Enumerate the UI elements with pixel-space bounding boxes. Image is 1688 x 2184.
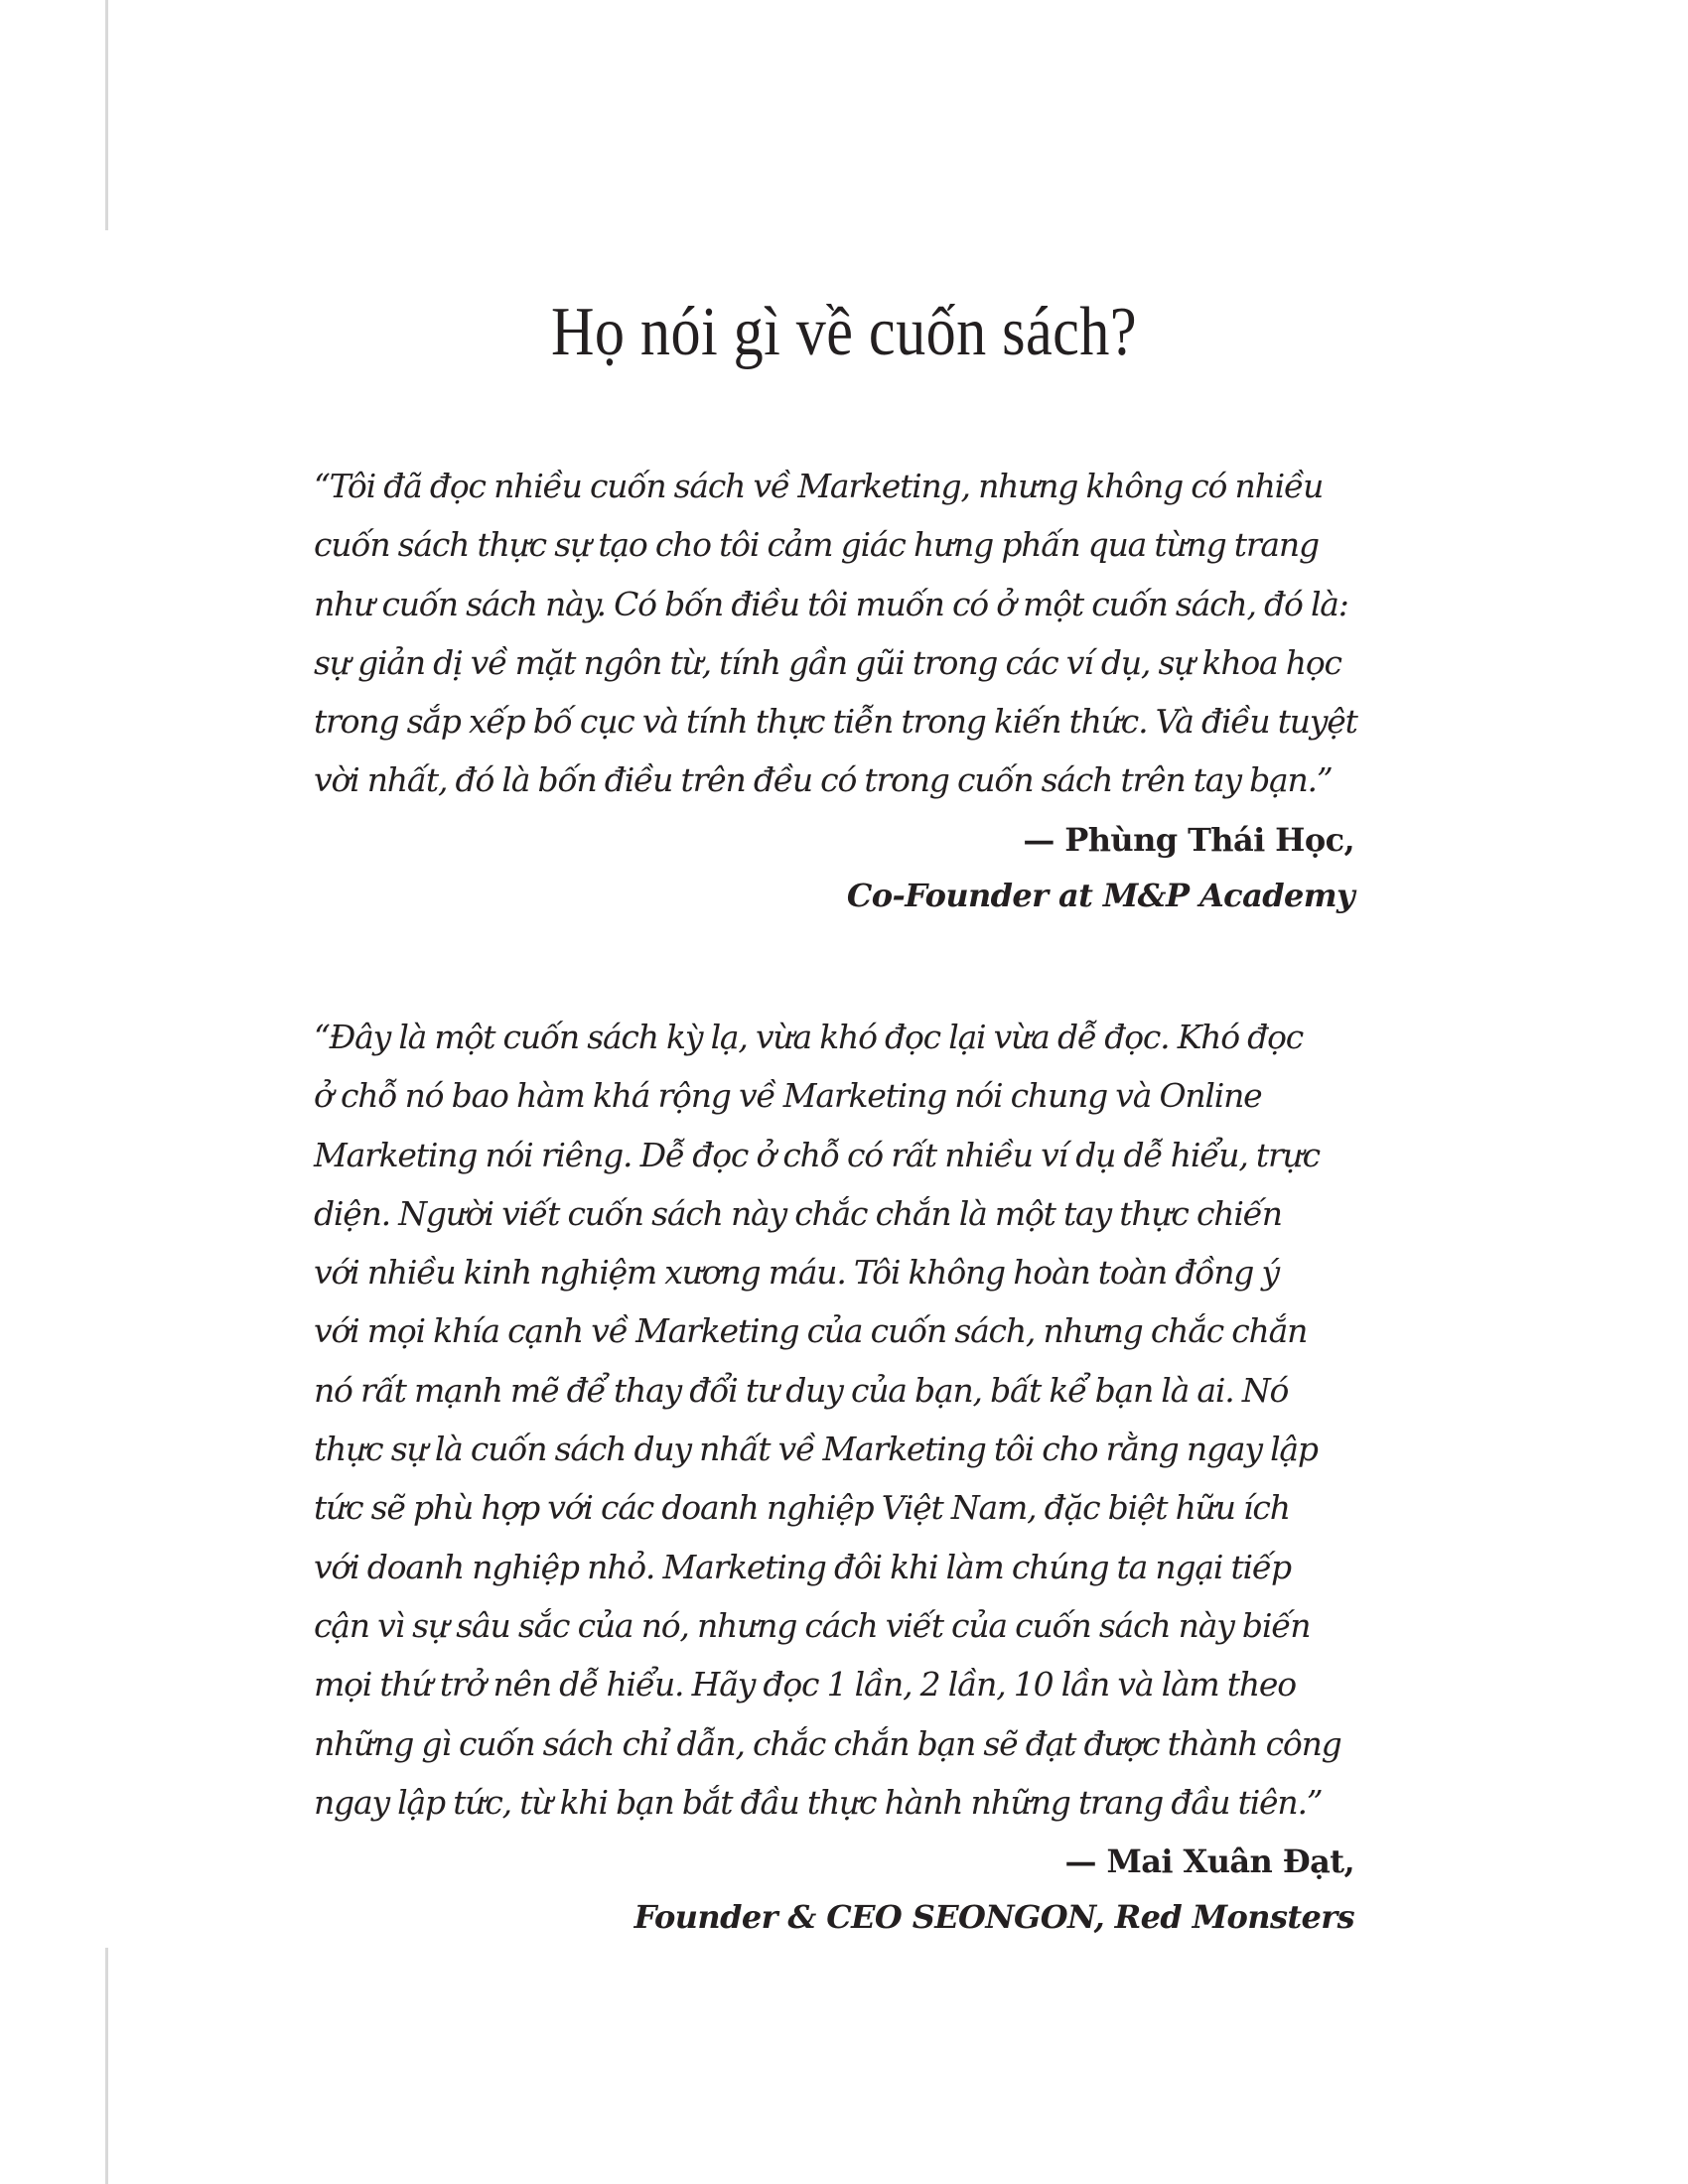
- quote-line: với nhiều kinh nghiệm xương máu. Tôi không hoàn toàn đồng ý: [314, 1253, 1279, 1293]
- quote-line: ở chỗ nó bao hàm khá rộng về Marketing nói chung và Online: [314, 1076, 1262, 1116]
- quote-line: nó rất mạnh mẽ để thay đổi tư duy của bạn, bất kể bạn là ai. Nó: [314, 1370, 1289, 1410]
- testimonial-2-role: Founder & CEO SEONGON, Red Monsters: [633, 1898, 1354, 1937]
- testimonial-2-author: — Mai Xuân Đạt,: [1064, 1843, 1354, 1881]
- testimonial-1-author: — Phùng Thái Học,: [1023, 820, 1354, 859]
- testimonial-2: [314, 1008, 1354, 1945]
- testimonial-2-attribution: [314, 1834, 1354, 1945]
- quote-line: thực sự là cuốn sách duy nhất về Marketing tôi cho rằng ngay lập: [314, 1430, 1318, 1469]
- quote-line: trong sắp xếp bố cục và tính thực tiễn trong kiến thức. Và điều tuyệt: [314, 702, 1357, 742]
- quote-line: vời nhất, đó là bốn điều trên đều có trong cuốn sách trên tay bạn.”: [314, 760, 1333, 800]
- crop-mark-top: [105, 0, 108, 230]
- testimonial-2-text: [314, 1008, 1354, 1832]
- testimonial-1: [314, 457, 1357, 923]
- quote-line: với doanh nghiệp nhỏ. Marketing đôi khi làm chúng ta ngại tiếp: [314, 1547, 1291, 1586]
- crop-mark-bottom: [105, 1948, 108, 2184]
- quote-line: sự giản dị về mặt ngôn từ, tính gần gũi trong các ví dụ, sự khoa học: [314, 642, 1341, 682]
- quote-line: cận vì sự sâu sắc của nó, nhưng cách viết của cuốn sách này biến: [314, 1605, 1311, 1645]
- quote-line: tức sẽ phù hợp với các doanh nghiệp Việt Nam, đặc biệt hữu ích: [314, 1488, 1290, 1528]
- testimonial-1-role: Co-Founder at M&P Academy: [846, 876, 1354, 914]
- page-title: Họ nói gì về cuốn sách?: [550, 294, 1137, 370]
- quote-line: mọi thứ trở nên dễ hiểu. Hãy đọc 1 lần, 2 lần, 10 lần và làm theo: [314, 1665, 1296, 1705]
- testimonial-1-attribution: [314, 812, 1354, 923]
- testimonial-1-text: [314, 457, 1357, 810]
- quote-line: “Đây là một cuốn sách kỳ lạ, vừa khó đọc lại vừa dễ đọc. Khó đọc: [314, 1018, 1304, 1056]
- quote-line: với mọi khía cạnh về Marketing của cuốn sách, nhưng chắc chắn: [314, 1311, 1308, 1351]
- quote-line: cuốn sách thực sự tạo cho tôi cảm giác hưng phấn qua từng trang: [314, 525, 1319, 565]
- quote-line: “Tôi đã đọc nhiều cuốn sách về Marketing, nhưng không có nhiều: [314, 467, 1324, 505]
- quote-line: diện. Người viết cuốn sách này chắc chắn là một tay thực chiến: [314, 1193, 1282, 1233]
- quote-line: như cuốn sách này. Có bốn điều tôi muốn có ở một cuốn sách, đó là:: [314, 584, 1348, 623]
- quote-line: ngay lập tức, từ khi bạn bắt đầu thực hành những trang đầu tiên.”: [314, 1782, 1323, 1822]
- quote-line: Marketing nói riêng. Dễ đọc ở chỗ có rất nhiều ví dụ dễ hiểu, trực: [314, 1135, 1320, 1174]
- quote-line: những gì cuốn sách chỉ dẫn, chắc chắn bạn sẽ đạt được thành công: [314, 1723, 1341, 1763]
